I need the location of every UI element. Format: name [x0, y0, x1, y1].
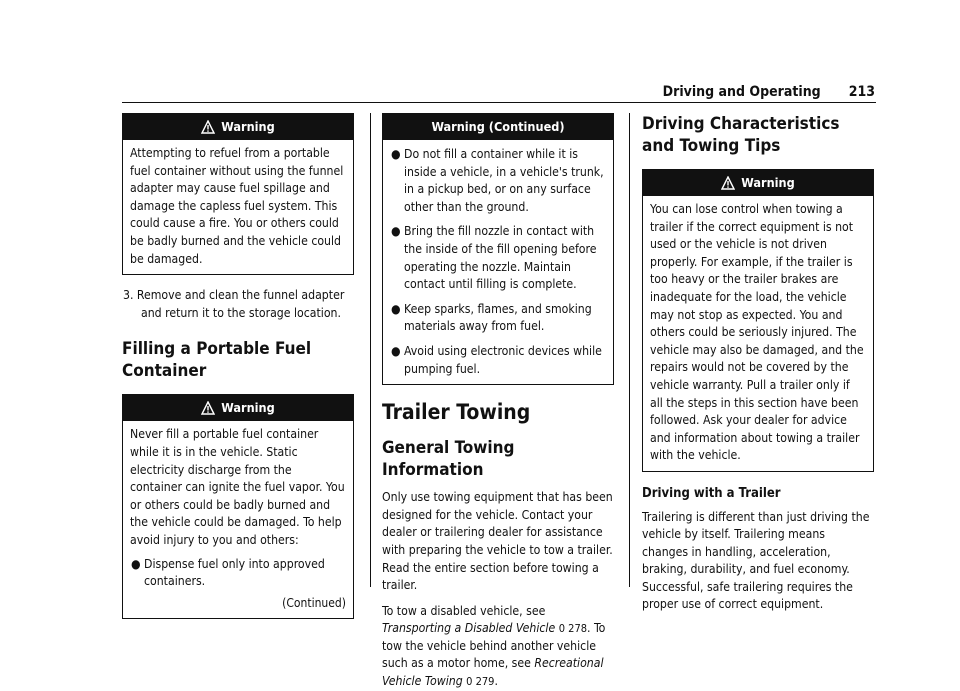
warning-box-continued: [382, 113, 614, 385]
warning-box-lose-control: [642, 169, 874, 472]
paragraph-towing-equipment: Only use towing equipment that has been designed for the vehicle. Contact your dealer or trailering dealer for assistance with preparing the vehicle to tow a trailer. Read the entire section before towing a trailer.: [382, 490, 613, 593]
bullet-text: Keep sparks, flames, and smoking materials away from fuel.: [404, 301, 592, 334]
step-3: 3. Remove and clean the funnel adapter and return it to the storage location.: [123, 288, 345, 320]
warning-title: Warning: [741, 175, 795, 190]
text-fragment: . To tow the vehicle behind another vehicle such as a motor home, see: [382, 621, 606, 671]
header-section-title: Driving and Operating: [662, 84, 821, 100]
bullet-icon: ●: [391, 343, 401, 358]
warning-triangle-icon: [201, 398, 215, 424]
warning-bullet: [390, 301, 606, 336]
header-rule: [122, 102, 876, 103]
warning-bullet: [390, 146, 606, 216]
warning-triangle-icon: [721, 173, 735, 199]
page-reference[interactable]: 0 279: [466, 675, 495, 689]
bullet-icon: ●: [391, 147, 401, 161]
paragraph-trailering: Trailering is different than just driving the vehicle by itself. Trailering means changes in handling, acceleration, braking, durability, and fuel economy. Successful, safe trailering requires the proper use of correct equipment.: [642, 509, 870, 612]
paragraph-towing-references: [382, 603, 614, 691]
page-number: 213: [848, 84, 875, 100]
column-divider: [370, 113, 371, 587]
text-fragment: To tow a disabled vehicle, see: [382, 603, 546, 618]
warning-bullet: [390, 343, 606, 378]
bullet-icon: ●: [391, 224, 401, 239]
warning-box-portable-container: [122, 394, 354, 619]
warning-title: Warning: [221, 119, 275, 134]
bullet-icon: ●: [391, 301, 401, 316]
page-reference[interactable]: 0 278: [558, 622, 588, 636]
section-heading-portable-fuel: Filling a Portable Fuel Container: [122, 339, 312, 382]
warning-box-refuel: [122, 113, 354, 275]
link-transporting-disabled-vehicle[interactable]: Transporting a Disabled Vehicle: [382, 621, 556, 636]
warning-text: Attempting to refuel from a portable fuel container without using the funnel adapter may cause fuel spillage and damage the capless fuel system. This could cause a fire. You or others could be badly burned and the vehicle could be damaged.: [130, 146, 344, 266]
text-fragment: .: [494, 674, 498, 689]
warning-title: Warning: [221, 400, 275, 416]
bullet-text: Do not fill a container while it is inside a vehicle, in a vehicle's trunk, in a pickup bed, or on any surface other than the ground.: [404, 147, 604, 214]
subsection-heading-general-towing: General Towing Information: [382, 438, 515, 481]
warning-header: [643, 170, 873, 196]
warning-text: Never fill a portable fuel container while it is in the vehicle. Static electricity discharge from the container can ignite the fuel vapor. You or others could be badly burned and the vehicle could be damaged. To help avoid injury to you and others:: [130, 427, 345, 547]
column-divider: [629, 113, 630, 587]
section-title-trailer-towing: Trailer Towing: [382, 400, 531, 425]
subheading-driving-with-trailer: Driving with a Trailer: [642, 485, 781, 501]
warning-text: You can lose control when towing a trailer if the correct equipment is not used or the vehicle is not driven properly. For example, if the trailer is too heavy or the trailer brakes are inadequate for the load, the vehicle may not stop as expected. You and others could be seriously injured. The vehicle may also be damaged, and the repairs would not be covered by the vehicle warranty. Pull a trailer only if all the steps in this section have been followed. Ask your dealer for advice and information about towing a trailer with the vehicle.: [650, 202, 864, 463]
warning-header: [123, 114, 353, 140]
warning-bullet: [390, 223, 606, 293]
bullet-text: Avoid using electronic devices while pumping fuel.: [404, 343, 602, 376]
bullet-text: Bring the fill nozzle in contact with the inside of the fill opening before operating the nozzle. Maintain contact until filling is complete.: [404, 224, 597, 292]
warning-bullet: [130, 556, 346, 591]
section-heading-driving-characteristics: Driving Characteristics and Towing Tips: [642, 114, 840, 156]
link-recreational-vehicle-towing[interactable]: Recreational Vehicle Towing: [382, 656, 604, 689]
column-2: [382, 113, 614, 691]
bullet-text: Dispense fuel only into approved containers.: [144, 556, 325, 589]
warning-header: Warning (Continued): [383, 114, 613, 140]
bullet-icon: ●: [131, 556, 141, 571]
column-3: [642, 113, 874, 614]
page-header: [663, 84, 875, 100]
warning-triangle-icon: [201, 117, 215, 143]
column-1: [122, 113, 354, 619]
continued-label: (Continued): [282, 595, 346, 610]
warning-header: [123, 395, 353, 421]
